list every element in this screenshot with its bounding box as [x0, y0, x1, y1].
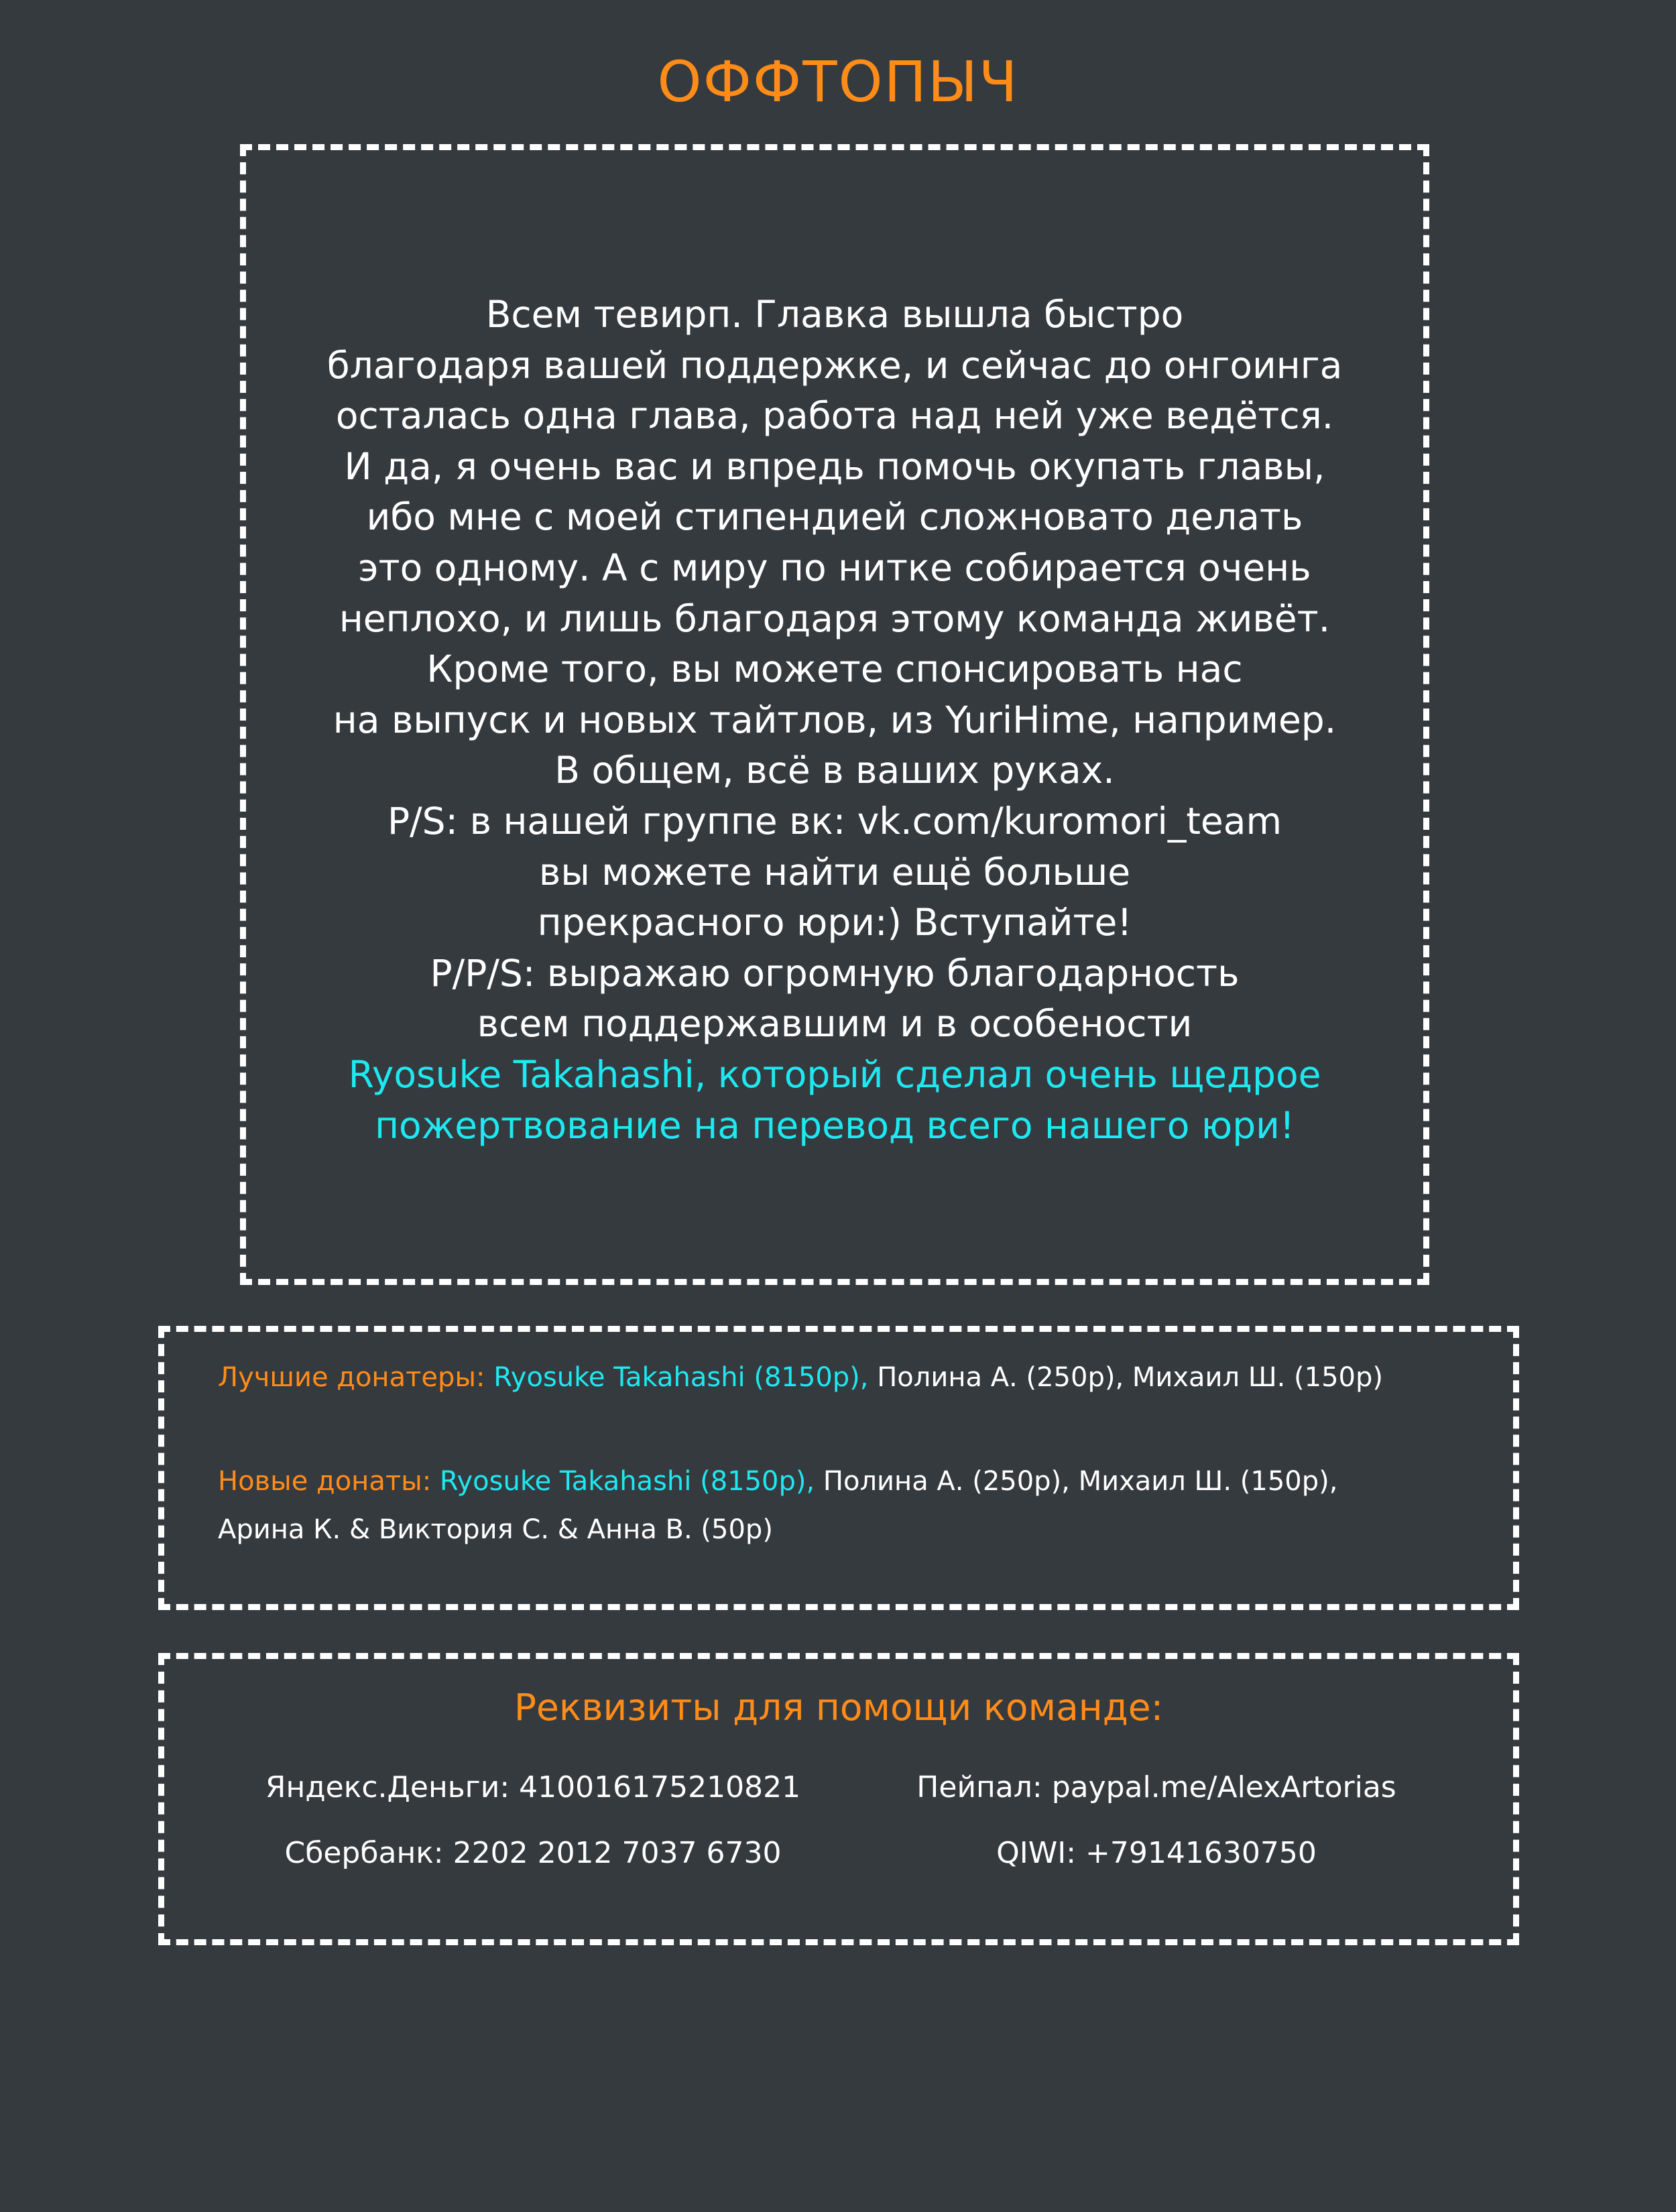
message-line: В общем, всё в ваших руках. [554, 749, 1115, 792]
yandex-money: Яндекс.Деньги: 410016175210821 [265, 1770, 801, 1804]
new-donations-rest: Полина А. (250р), Михаил Ш. (150р), [823, 1466, 1338, 1497]
message-line: на выпуск и новых тайтлов, из YuriHime, например. [333, 698, 1337, 741]
new-donations-line [218, 1463, 1337, 1500]
message-line: P/P/S: выражаю огромную благодарность [430, 951, 1240, 995]
new-donations-line-2 [218, 1511, 773, 1548]
page-title: ОФФТОПЫЧ [657, 49, 1019, 115]
best-donors-top: Ryosuke Takahashi (8150р), [493, 1362, 869, 1393]
new-donations-label: Новые донаты: [218, 1466, 432, 1497]
message-line: ибо мне с моей стипендией сложновато делать [366, 495, 1303, 539]
message-line: И да, я очень вас и впредь помочь окупать главы, [344, 444, 1325, 488]
requisites-title: Реквизиты для помощи команде: [514, 1686, 1164, 1729]
donors-box [158, 1326, 1519, 1610]
message-line: Всем тевирп. Главка вышла быстро [485, 293, 1184, 336]
message-line: это одному. А с миру по нитке собирается очень [358, 546, 1311, 589]
message-line: P/S: в нашей группе вк: vk.com/kuromori_team [387, 799, 1282, 843]
paypal: Пейпал: paypal.me/AlexArtorias [916, 1770, 1396, 1804]
message-line: прекрасного юри:) Вступайте! [537, 901, 1132, 944]
sberbank: Сбербанк: 2202 2012 7037 6730 [284, 1836, 782, 1870]
qiwi: QIWI: +79141630750 [996, 1836, 1317, 1870]
message-highlight-line: Ryosuke Takahashi, который сделал очень щедрое [348, 1052, 1321, 1096]
message-line: Кроме того, вы можете спонсировать нас [426, 648, 1243, 691]
best-donors-label: Лучшие донатеры: [218, 1362, 485, 1393]
new-donations-rest-2: Арина К. & Виктория С. & Анна В. (50р) [218, 1514, 773, 1545]
message-box [240, 144, 1429, 1285]
message-highlight-line: пожертвование на перевод всего нашего юри! [375, 1103, 1295, 1147]
best-donors-rest: Полина А. (250р), Михаил Ш. (150р) [877, 1362, 1383, 1393]
message-line: всем поддержавшим и в особености [477, 1002, 1193, 1046]
message-line: неплохо, и лишь благодаря этому команда живёт. [339, 597, 1331, 640]
message-text [246, 290, 1423, 1151]
best-donors-line [218, 1359, 1383, 1396]
requisites-box [158, 1653, 1519, 1945]
message-line: благодаря вашей поддержке, и сейчас до онгоинга [326, 343, 1343, 387]
new-donations-top: Ryosuke Takahashi (8150р), [439, 1466, 815, 1497]
message-line: вы можете найти ещё больше [538, 850, 1131, 894]
message-line: осталась одна глава, работа над ней уже ведётся. [335, 394, 1334, 438]
